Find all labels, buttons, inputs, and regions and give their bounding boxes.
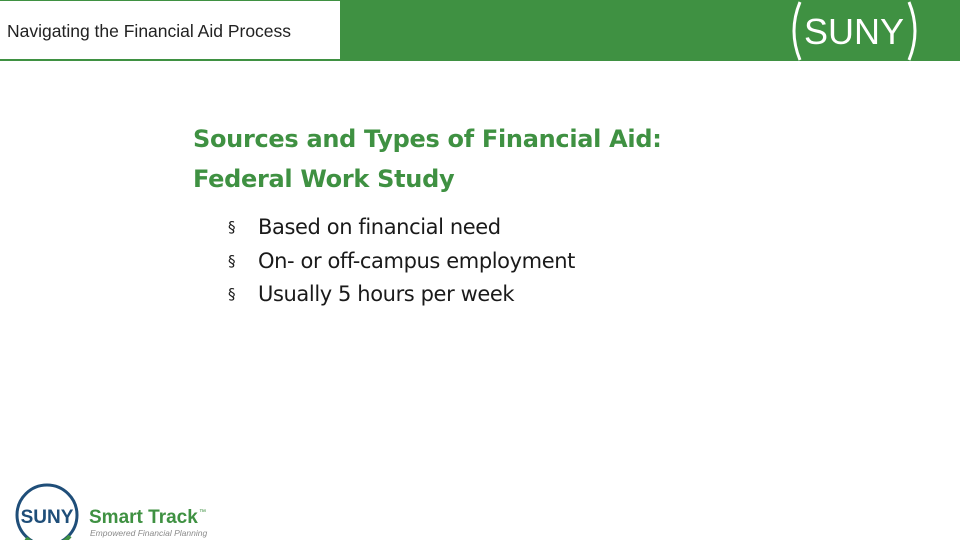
bullet-text: Usually 5 hours per week — [258, 282, 515, 306]
slide-title-line-2: Federal Work Study — [193, 165, 455, 193]
bullet-list — [228, 211, 575, 312]
slide-title — [193, 119, 662, 199]
suny-logo — [782, 0, 927, 66]
suny-smart-track-logo — [14, 478, 214, 540]
header-title-box — [0, 1, 340, 59]
logo-trademark: ™ — [199, 509, 206, 516]
logo-tagline: Empowered Financial Planning — [90, 528, 208, 538]
bullet-text: On- or off-campus employment — [258, 248, 575, 273]
logo-circle-text: SUNY — [20, 507, 74, 528]
bullet-marker-icon: § — [228, 218, 236, 236]
suny-logo-text: SUNY — [803, 11, 905, 52]
bullet-text: Based on financial need — [258, 215, 501, 239]
bullet-item — [228, 211, 575, 245]
presentation-title: Navigating the Financial Aid Process — [7, 21, 292, 41]
bullet-marker-icon: § — [228, 251, 236, 270]
bullet-marker-icon: § — [228, 285, 236, 303]
slide-title-line-1: Sources and Types of Financial Aid: — [193, 125, 662, 153]
bullet-item — [228, 278, 575, 312]
bullet-item — [228, 245, 575, 279]
logo-name-text: Smart Track — [89, 507, 198, 528]
